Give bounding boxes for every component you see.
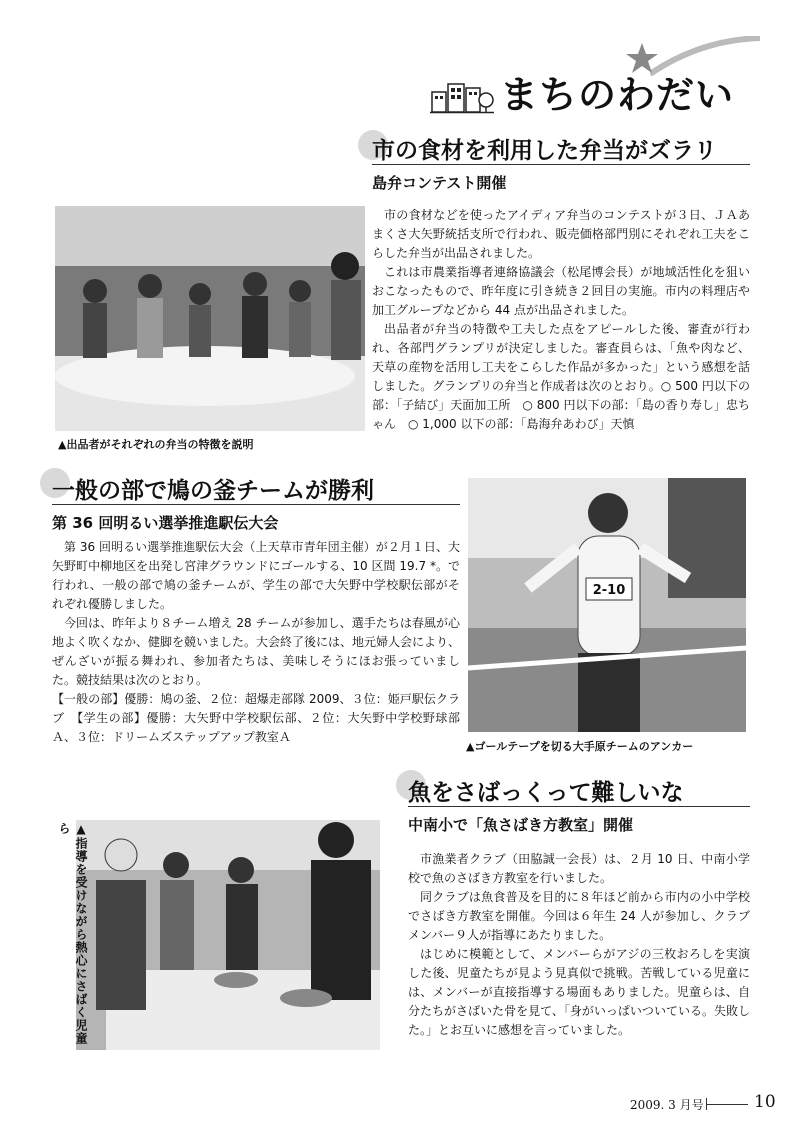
paragraph: 第 36 回明るい選挙推進駅伝大会（上天草市青年団主催）が２月１日、大矢野町中柳地区を出発し宮津グラウンドにゴールする、10 区間 19.7 *。で行われ、一般の部で鳩の釜チームが、学生の部で大矢野中学校駅伝部がそれぞれ優勝しました。 [52, 540, 460, 611]
photo-caption: ▲指導を受けながら熱心にさばく児童ら [57, 822, 88, 1045]
issue-date: 2009. 3 月号 [630, 1098, 704, 1112]
ekiden-runner-photo [468, 478, 746, 732]
page-number: 10 [754, 1092, 776, 1112]
paragraph: これは市農業指導者連絡協議会（松尾博会長）が地域活性化を狙いおこなったもので、昨年度に引き続き２回目の実施。市内の料理店や加工グループなどから 44 点が出品されました。 [372, 265, 750, 317]
title-rule [372, 164, 750, 165]
article-title: 市の食材を利用した弁当がズラリ [372, 138, 717, 164]
article-subtitle: 島弁コンテスト開催 [372, 174, 507, 192]
paragraph: 【一般の部】優勝：鳩の釜、２位：超爆走部隊 2009、３位：姫戸駅伝クラブ 【学生の部】優勝：大矢野中学校駅伝部、２位：大矢野中学校野球部Ａ、３位：ドリームズステップアップ教室Ａ [52, 692, 460, 744]
title-rule [408, 806, 750, 807]
section-header [430, 58, 770, 118]
fish-cleaning-class-photo [76, 820, 380, 1050]
article-subtitle: 中南小で「魚さばき方教室」開催 [408, 816, 634, 834]
paragraph: はじめに模範として、メンバーらがアジの三枚おろしを実演した後、児童たちが見よう見真似で挑戦。苦戦している児童には、メンバーが直接指導する場面もありました。児童らは、自分たちがさばいた骨を見て、「身がいっぱいついている。失敗した。」とお互いに感想を言っていました。 [408, 947, 750, 1037]
race-bib: 2-10 [592, 583, 626, 598]
paragraph: 市の食材などを使ったアイディア弁当のコンテストが３日、ＪＡあまくさ大矢野統括支所で行われ、販売価格部門別にそれぞれ工夫をこらした弁当が出品されました。 [372, 208, 750, 260]
photo-caption: ▲出品者がそれぞれの弁当の特徴を説明 [58, 438, 254, 451]
paragraph: 市漁業者クラブ（田脇誠一会長）は、２月 10 日、中南小学校で魚のさばき方教室を行いました。 [408, 852, 750, 885]
town-buildings-icon [430, 78, 494, 114]
article-body [408, 850, 750, 1040]
footer-rule [706, 1104, 748, 1105]
photo-caption: ▲ゴールテープを切る大手原チームのアンカー [466, 740, 694, 753]
title-rule [52, 504, 460, 505]
article-title: 魚をさばっくって難しいな [408, 780, 684, 806]
article-subtitle: 第 36 回明るい選挙推進駅伝大会 [52, 514, 279, 532]
paragraph: 同クラブは魚食普及を目的に８年ほど前から市内の小中学校でさばき方教室を開催。今回は６年生 24 人が参加し、クラブメンバー９人が指導にあたりました。 [408, 890, 750, 942]
article-title: 一般の部で鳩の釜チームが勝利 [52, 478, 374, 504]
article-body [372, 206, 750, 434]
section-title: まちのわだい [500, 73, 735, 117]
bento-contest-photo [55, 206, 365, 431]
article-body [52, 538, 460, 747]
paragraph: 出品者が弁当の特徴や工夫した点をアピールした後、審査が行われ、各部門グランプリが決定しました。審査員らは、「魚や肉など、天草の産物を活用し工夫をこらした作品が多かった」という感想を話しました。グランプリの弁当と作成者は次のとおり。○ 500 円以下の部：「子結び」天面加工所 ○ 800 円以下の部：「島の香り寿し」忠ちゃん ○ 1,000 以下の部：「島海弁あわび」天慎 [372, 322, 750, 431]
footer-rule-tick [706, 1098, 707, 1110]
paragraph: 今回は、昨年より８チーム増え 28 チームが参加し、選手たちは春風が心地よく吹くなか、健脚を競いました。大会終了後には、地元婦人会により、ぜんざいが振る舞われ、参加者たちは、美味しそうにほお張っていました。競技結果は次のとおり。 [52, 616, 461, 687]
